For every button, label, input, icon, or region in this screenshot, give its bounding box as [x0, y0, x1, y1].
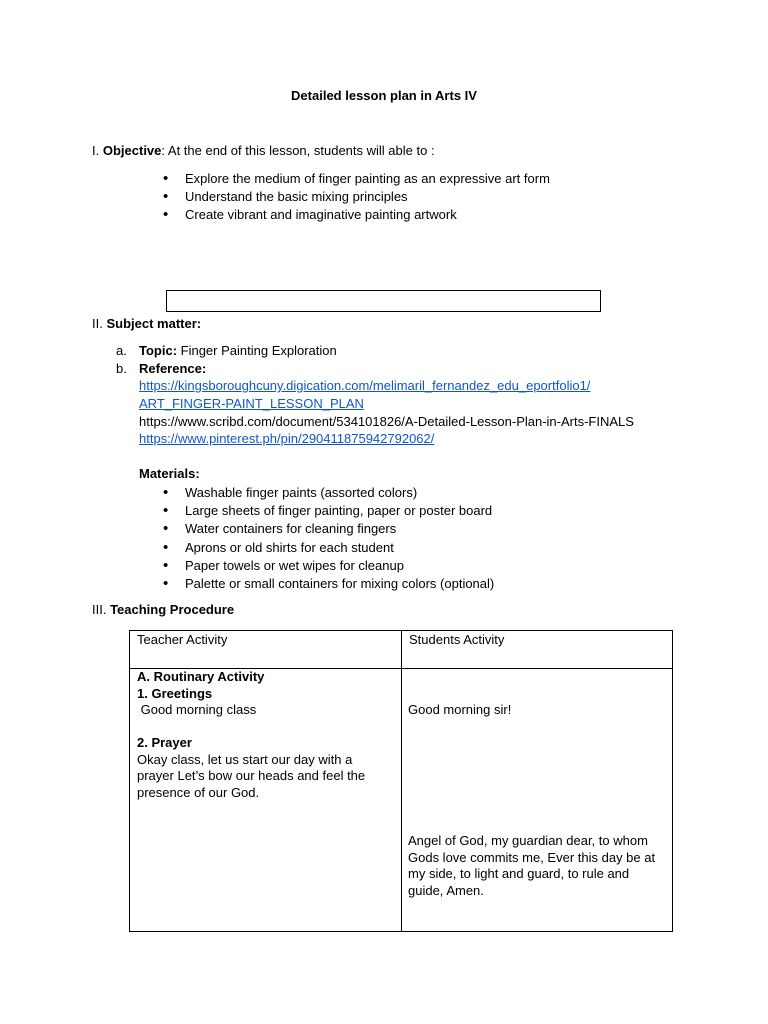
- prayer-heading: 2. Prayer: [137, 735, 192, 750]
- reference-text: https://www.scribd.com/document/534101826/A-Detailed-Lesson-Plan-in-Arts-FINALS: [139, 414, 634, 429]
- topic-line: [139, 343, 337, 358]
- reference-link[interactable]: https://www.pinterest.ph/pin/290411875942792062/: [139, 431, 435, 446]
- objective-label: Objective: [102, 143, 162, 158]
- empty-text-box: [166, 290, 601, 312]
- objective-list: [163, 170, 550, 225]
- list-item: • Large sheets of finger painting, paper or poster board: [163, 502, 494, 520]
- reference-marker: b.: [116, 361, 127, 376]
- table-row: [130, 669, 673, 932]
- subject-matter-label: Subject matter:: [106, 316, 202, 331]
- table-header-row: [130, 631, 673, 669]
- materials-label: Materials:: [139, 466, 200, 481]
- list-item: • Palette or small containers for mixing colors (optional): [163, 575, 494, 593]
- teaching-procedure-heading: [92, 602, 234, 617]
- list-item: • Water containers for cleaning fingers: [163, 520, 494, 538]
- objective-text: : At the end of this lesson, students will able to :: [161, 143, 435, 158]
- list-item: • Aprons or old shirts for each student: [163, 539, 494, 557]
- students-activity-header: Students Activity: [402, 631, 673, 669]
- routinary-activity-heading: A. Routinary Activity: [137, 669, 265, 684]
- subject-matter-heading: [92, 316, 201, 331]
- subject-matter-numeral: II.: [92, 316, 103, 331]
- list-item: • Washable finger paints (assorted colors): [163, 484, 494, 502]
- teacher-activity-cell: [130, 669, 402, 932]
- prayer-text: Okay class, let us start our day with a prayer Let’s bow our heads and feel the presence of our God.: [137, 751, 366, 800]
- materials-list: [163, 484, 494, 593]
- greetings-text: Good morning class: [137, 702, 257, 717]
- greetings-heading: 1. Greetings: [137, 685, 213, 701]
- objective-numeral: I.: [92, 143, 100, 158]
- teaching-procedure-numeral: III.: [92, 602, 107, 617]
- greeting-reply: Good morning sir!: [408, 702, 512, 717]
- teacher-activity-header: Teacher Activity: [130, 631, 402, 669]
- objective-line: [92, 143, 435, 158]
- topic-value: Finger Painting Exploration: [177, 343, 337, 358]
- topic-marker: a.: [116, 343, 127, 358]
- teaching-procedure-label: Teaching Procedure: [110, 602, 235, 617]
- procedure-table: [129, 630, 673, 932]
- reference-link[interactable]: https://kingsboroughcuny.digication.com/melimaril_fernandez_edu_eportfolio1/: [139, 378, 591, 393]
- reference-link[interactable]: ART_FINGER-PAINT_LESSON_PLAN: [139, 396, 364, 411]
- list-item: • Paper towels or wet wipes for cleanup: [163, 557, 494, 575]
- list-item: • Create vibrant and imaginative painting artwork: [163, 206, 550, 224]
- list-item: • Understand the basic mixing principles: [163, 188, 550, 206]
- list-item: • Explore the medium of finger painting as an expressive art form: [163, 170, 550, 188]
- reference-label: Reference:: [139, 361, 207, 376]
- document-title: Detailed lesson plan in Arts IV: [291, 88, 477, 103]
- students-activity-cell: [402, 669, 673, 932]
- guardian-angel-prayer: Angel of God, my guardian dear, to whom Gods love commits me, Ever this day be at my side, to light and guard, to rule and guide, Amen.: [408, 833, 656, 898]
- topic-label: Topic:: [139, 343, 178, 358]
